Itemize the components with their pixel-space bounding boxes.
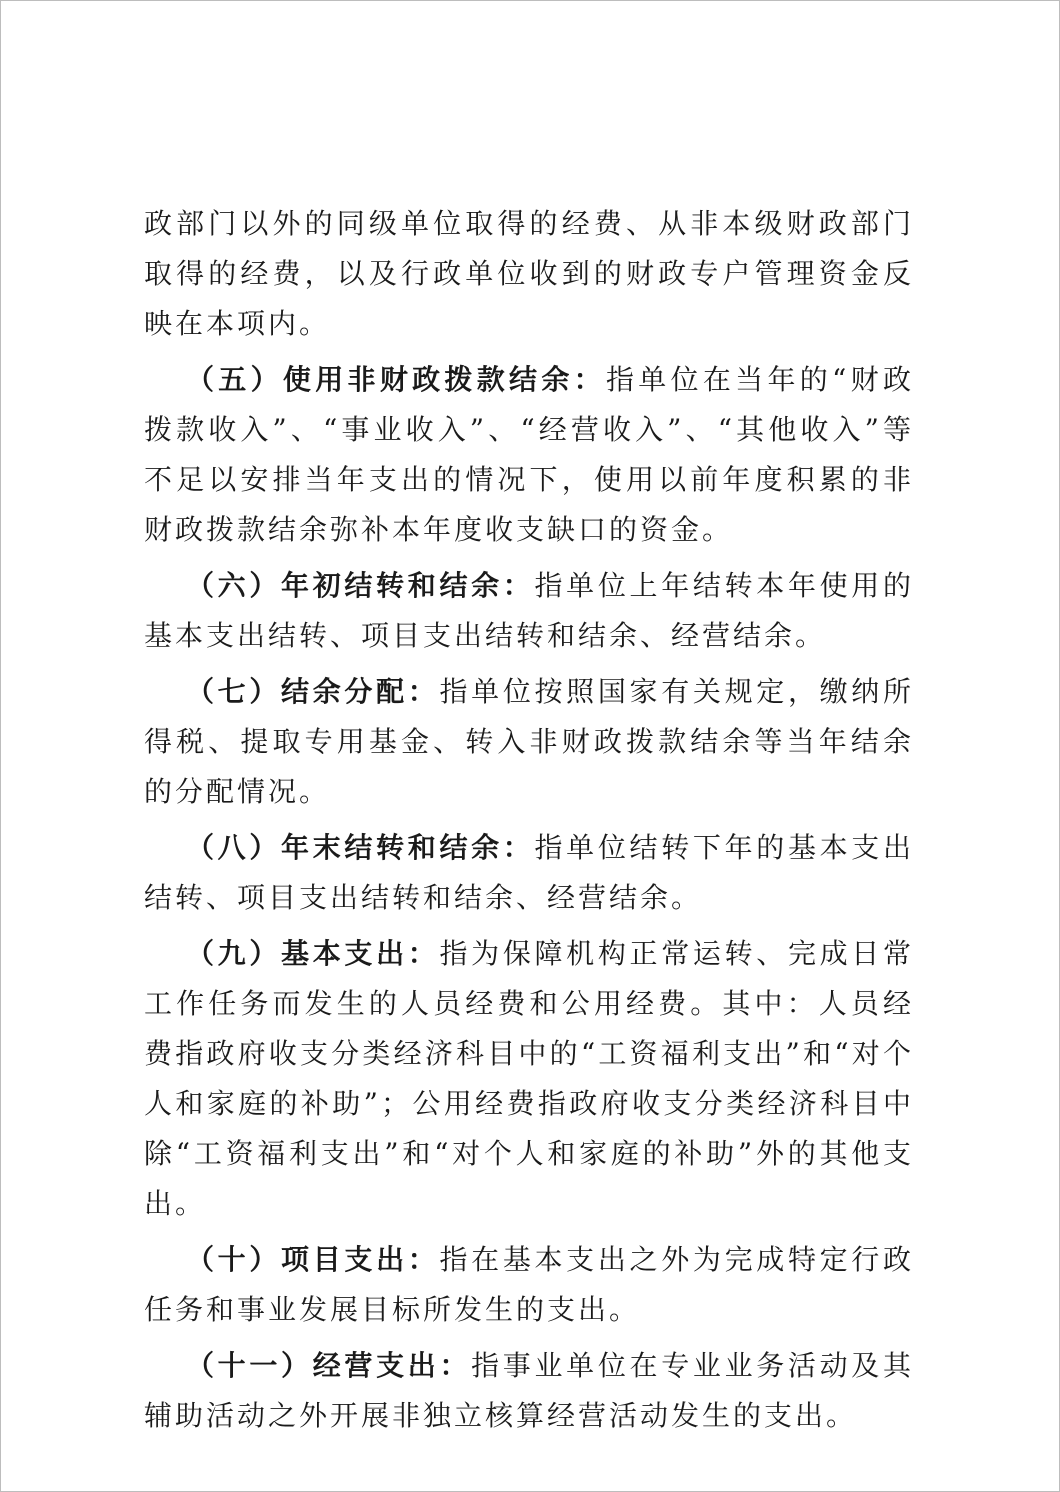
paragraph-item-10 (144, 1235, 914, 1335)
paragraph-body: 指在基本支出之外为完成特定行政任务和事业发展目标所发生的支出。 (144, 1243, 914, 1326)
paragraph-item-9 (144, 929, 914, 1229)
paragraph-term: （六）年初结转和结余： (186, 569, 535, 602)
paragraph-body: 指单位上年结转本年使用的基本支出结转、项目支出结转和结余、经营结余。 (144, 569, 914, 652)
paragraph-term: （九）基本支出： (186, 937, 440, 970)
paragraph-continuation (144, 199, 914, 349)
paragraph-term: （八）年末结转和结余： (186, 831, 535, 864)
paragraph-term: （十一）经营支出： (186, 1349, 472, 1382)
paragraph-body: 指为保障机构正常运转、完成日常工作任务而发生的人员经费和公用经费。其中：人员经费指政府收支分类经济科目中的“工资福利支出”和“对个人和家庭的补助”；公用经费指政府收支分类经济科目中除“工资福利支出”和“对个人和家庭的补助”外的其他支出。 (144, 937, 914, 1220)
paragraph-term: （七）结余分配： (186, 675, 440, 708)
paragraph-term: （十）项目支出： (186, 1243, 440, 1276)
paragraph-body: 指单位结转下年的基本支出结转、项目支出结转和结余、经营结余。 (144, 831, 914, 914)
paragraph-body: 指单位按照国家有关规定，缴纳所得税、提取专用基金、转入非财政拨款结余等当年结余的分配情况。 (144, 675, 914, 808)
document-body (144, 199, 914, 1447)
paragraph-item-7 (144, 667, 914, 817)
paragraph-body: 指事业单位在专业业务活动及其辅助活动之外开展非独立核算经营活动发生的支出。 (144, 1349, 914, 1432)
paragraph-item-8 (144, 823, 914, 923)
paragraph-item-5 (144, 355, 914, 555)
paragraph-item-6 (144, 561, 914, 661)
paragraph-body: 指单位在当年的“财政拨款收入”、“事业收入”、“经营收入”、“其他收入”等不足以安排当年支出的情况下，使用以前年度积累的非财政拨款结余弥补本年度收支缺口的资金。 (144, 363, 914, 546)
paragraph-term: （五）使用非财政拨款结余： (186, 363, 606, 396)
paragraph-item-11 (144, 1341, 914, 1441)
paragraph-body: 政部门以外的同级单位取得的经费、从非本级财政部门取得的经费，以及行政单位收到的财政专户管理资金反映在本项内。 (144, 207, 914, 340)
